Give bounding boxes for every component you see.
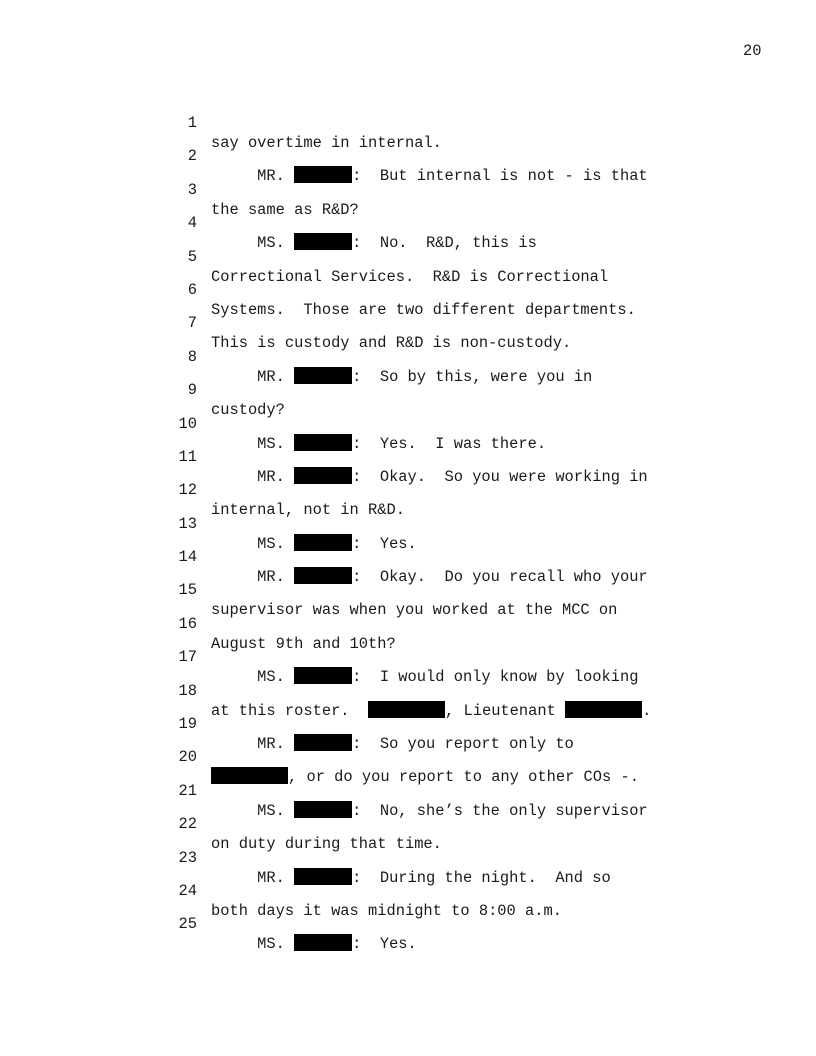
line-number: 19 — [178, 715, 197, 734]
line-text: August 9th and 10th? — [211, 634, 396, 653]
line-number: 22 — [178, 815, 197, 834]
transcript-line — [0, 627, 816, 687]
transcript-line — [0, 494, 816, 553]
transcript-line — [0, 193, 816, 253]
line-text: MR. : So by this, were you in — [211, 367, 593, 386]
transcript-line — [0, 93, 816, 152]
line-text: This is custody and R&D is non-custody. — [211, 334, 572, 353]
transcript-line — [0, 327, 816, 386]
transcript-line — [0, 761, 816, 820]
line-text: the same as R&D? — [211, 200, 359, 219]
line-number: 9 — [187, 381, 197, 400]
line-number: 5 — [187, 247, 197, 266]
line-text: on duty during that time. — [211, 835, 442, 854]
transcript-line — [0, 694, 816, 754]
line-number: 20 — [178, 748, 197, 767]
line-text: MR. : So you report only to — [211, 735, 574, 754]
transcript-line — [0, 560, 816, 620]
line-number: 16 — [178, 614, 197, 633]
line-number: 6 — [187, 280, 197, 299]
line-number: 8 — [187, 347, 197, 366]
line-text: MR. : Okay. So you were working in — [211, 467, 648, 486]
line-text: say overtime in internal. — [211, 134, 442, 152]
line-number: 1 — [187, 114, 197, 132]
transcript-line — [0, 894, 816, 954]
transcript-line — [0, 293, 816, 353]
line-number: 11 — [178, 447, 197, 466]
line-text: internal, not in R&D. — [211, 501, 405, 520]
line-number: 2 — [187, 147, 197, 166]
line-text: MS. : Yes. I was there. — [211, 434, 547, 453]
line-number: 12 — [178, 481, 197, 500]
redaction-box — [294, 934, 352, 951]
line-text: supervisor was when you worked at the MCC on — [211, 601, 618, 620]
transcript-line — [0, 527, 816, 587]
line-number: 7 — [187, 314, 197, 333]
transcript-line — [0, 394, 816, 453]
line-number: 18 — [178, 681, 197, 700]
line-text: MS. : No, she’s the only supervisor — [211, 801, 648, 820]
line-text: at this roster. , Lieutenant . — [211, 701, 652, 720]
line-text: MS. : No. R&D, this is — [211, 234, 537, 253]
transcript-line — [0, 794, 816, 854]
line-text: both days it was midnight to 8:00 a.m. — [211, 901, 562, 920]
line-number: 21 — [178, 781, 197, 800]
line-number: 15 — [178, 581, 197, 600]
line-text: MS. : I would only know by looking — [211, 668, 639, 687]
transcript-line — [0, 828, 816, 887]
line-text: MR. : But internal is not - is that — [211, 167, 648, 186]
line-number: 10 — [178, 414, 197, 433]
transcript-line — [0, 360, 816, 420]
page-number: 20 — [743, 42, 762, 60]
line-text: MR. : During the night. And so — [211, 868, 611, 887]
line-number: 14 — [178, 548, 197, 567]
transcript-line — [0, 260, 816, 319]
transcript-line — [0, 861, 816, 920]
line-text: Systems. Those are two different departments. — [211, 300, 636, 319]
line-text: MS. : Yes. — [211, 534, 417, 553]
transcript-body — [0, 93, 816, 954]
transcript-line — [0, 427, 816, 486]
transcript-line — [0, 661, 816, 720]
transcript-line — [0, 126, 816, 186]
line-text: , or do you report to any other COs -. — [211, 767, 639, 787]
transcript-line — [0, 727, 816, 787]
transcript-line — [0, 160, 816, 219]
transcript-line — [0, 227, 816, 286]
line-text: MR. : Okay. Do you recall who your — [211, 568, 648, 587]
line-number: 23 — [178, 848, 197, 867]
line-number: 4 — [187, 214, 197, 233]
transcript-line — [0, 594, 816, 653]
line-number: 24 — [178, 881, 197, 900]
transcript-line — [0, 460, 816, 520]
line-text: custody? — [211, 401, 285, 420]
line-number: 3 — [187, 180, 197, 199]
line-number: 17 — [178, 648, 197, 667]
line-text: MS. : Yes. — [211, 935, 417, 954]
line-text: Correctional Services. R&D is Correctional — [211, 267, 609, 286]
line-number: 13 — [178, 514, 197, 533]
line-number: 25 — [178, 915, 197, 934]
